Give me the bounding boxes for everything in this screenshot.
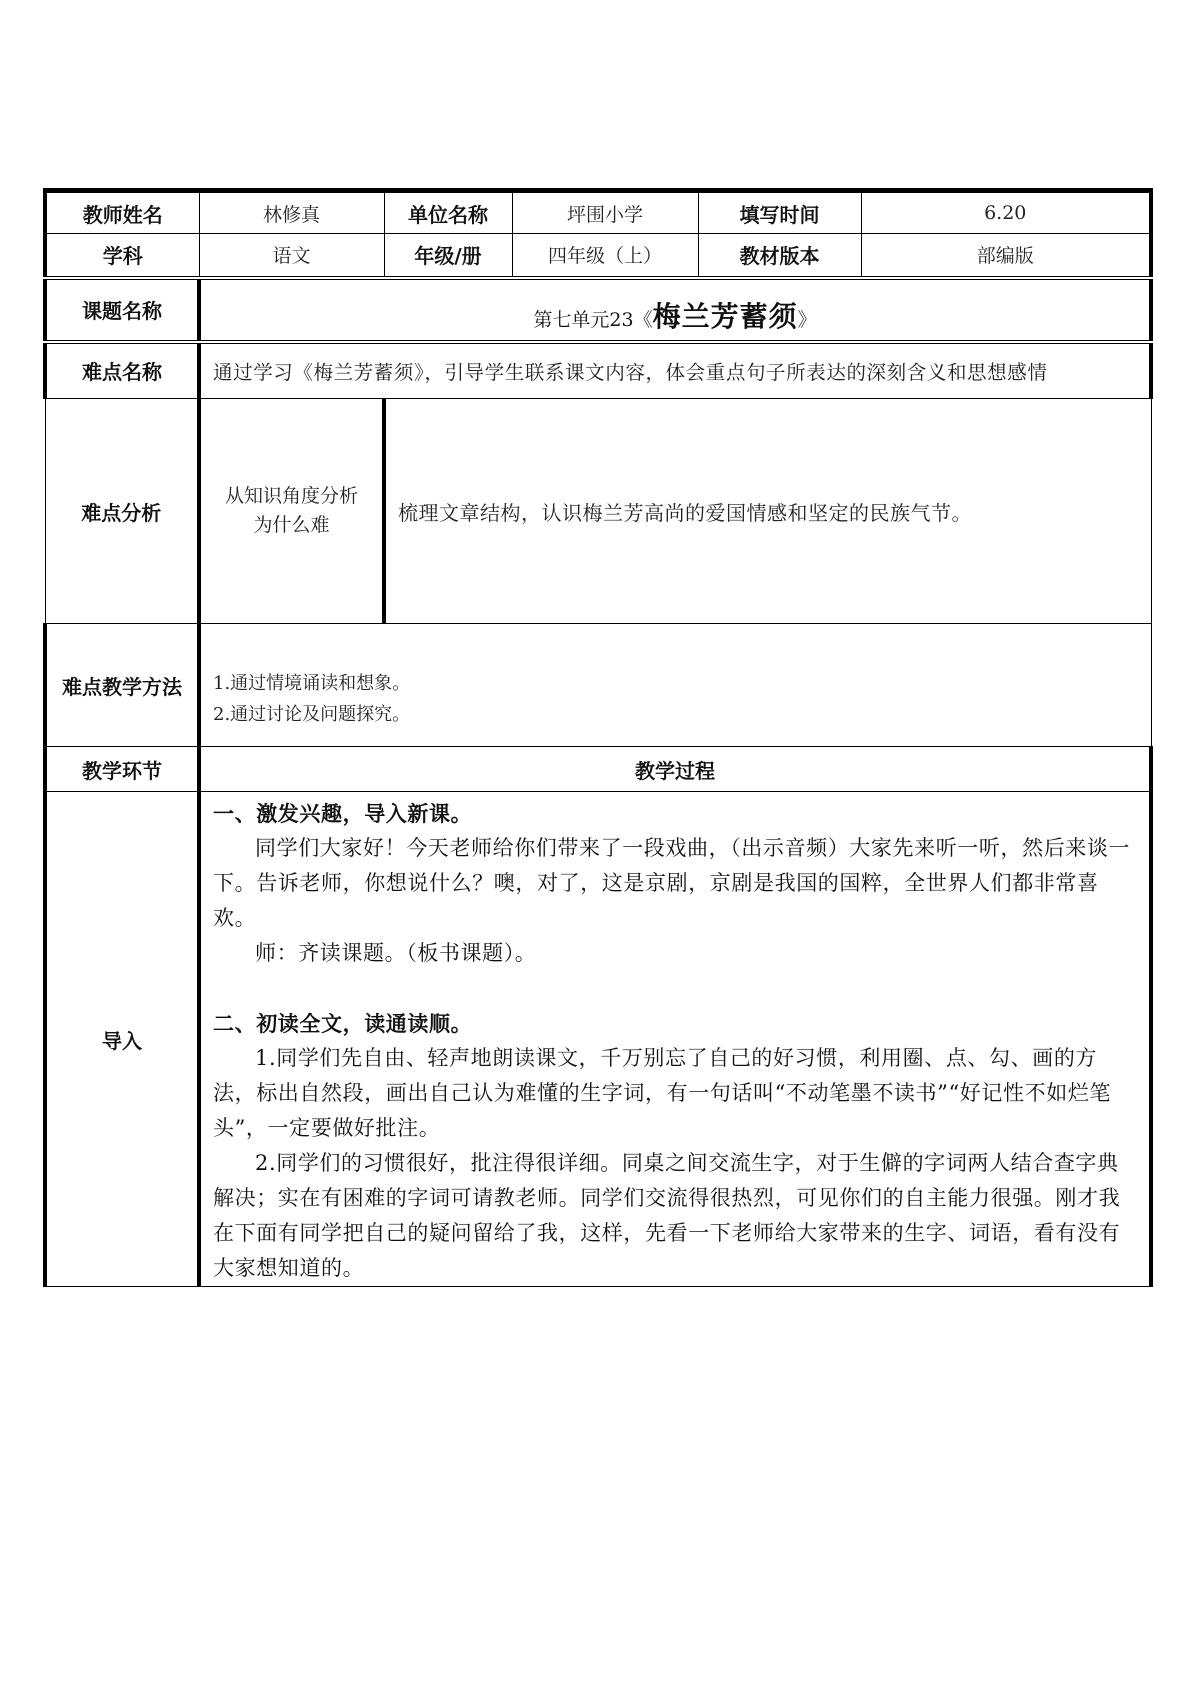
date-value: 6.20 [861, 191, 1151, 234]
difficulty-name-label: 难点名称 [45, 342, 199, 399]
analysis-sub-line-2: 为什么难 [253, 514, 330, 536]
topic-prefix: 第七单元23《 [533, 308, 653, 331]
edition-value: 部编版 [861, 234, 1151, 278]
difficulty-analysis-subheading [199, 399, 384, 624]
process-header: 教学过程 [199, 747, 1151, 792]
stage-header: 教学环节 [45, 747, 199, 792]
teaching-method-label: 难点教学方法 [45, 624, 199, 747]
stage-intro-label: 导入 [45, 792, 199, 1287]
teacher-value: 林修真 [199, 191, 384, 234]
section-1-heading: 一、激发兴趣，导入新课。 [213, 801, 473, 826]
difficulty-analysis-row [45, 399, 1151, 624]
intro-process-content [199, 792, 1151, 1287]
difficulty-name-row [45, 342, 1151, 399]
lesson-plan-table [43, 188, 1153, 1287]
section-2-paragraph-1: 1.同学们先自由、轻声地朗读课文，千万别忘了自己的好习惯，利用圈、点、勾、画的方法，标出自然段，画出自己认为难懂的生字词，有一句话叫“不动笔墨不读书”“好记性不如烂笔头”，一定要做好批注。 [213, 1046, 1112, 1140]
unit-label: 单位名称 [384, 191, 512, 234]
topic-row [45, 278, 1151, 342]
topic-suffix: 》 [797, 308, 817, 331]
difficulty-analysis-label: 难点分析 [45, 399, 199, 624]
difficulty-name-value: 通过学习《梅兰芳蓄须》，引导学生联系课文内容，体会重点句子所表达的深刻含义和思想感情 [199, 342, 1151, 399]
grade-label: 年级/册 [384, 234, 512, 278]
date-label: 填写时间 [698, 191, 861, 234]
section-1-paragraph-1: 同学们大家好！今天老师给你们带来了一段戏曲，（出示音频）大家先来听一听，然后来谈一下。告诉老师，你想说什么？噢，对了，这是京剧，京剧是我国的国粹，全世界人们都非常喜欢。 [213, 836, 1131, 930]
subject-value: 语文 [199, 234, 384, 278]
topic-label: 课题名称 [45, 278, 199, 342]
section-2-paragraph-2: 2.同学们的习惯很好，批注得很详细。同桌之间交流生字，对于生僻的字词两人结合查字典解决；实在有困难的字词可请教老师。同学们交流得很热烈，可见你们的自主能力很强。刚才我在下面有同学把自己的疑问留给了我，这样，先看一下老师给大家带来的生字、词语，看有没有大家想知道的。 [213, 1151, 1121, 1280]
intro-stage-row [45, 792, 1151, 1287]
method-item: 2.通过讨论及问题探究。 [213, 704, 411, 725]
analysis-sub-line-1: 从知识角度分析 [224, 485, 358, 507]
spacer [213, 971, 1139, 1006]
section-1-paragraph-2: 师：齐读课题。（板书课题）。 [255, 941, 537, 965]
process-header-row [45, 747, 1151, 792]
topic-value [199, 278, 1151, 342]
subject-label: 学科 [45, 234, 199, 278]
header-row-2 [45, 234, 1151, 278]
topic-title: 梅兰芳蓄须 [652, 299, 798, 333]
grade-value: 四年级（上） [512, 234, 698, 278]
method-item: 1.通过情境诵读和想象。 [213, 673, 411, 694]
header-row-1 [45, 191, 1151, 234]
unit-value: 坪围小学 [512, 191, 698, 234]
teaching-method-list [199, 624, 1151, 747]
section-2-heading: 二、初读全文，读通读顺。 [213, 1011, 473, 1036]
difficulty-analysis-value: 梳理文章结构，认识梅兰芳高尚的爱国情感和坚定的民族气节。 [384, 399, 1151, 624]
teaching-method-row [45, 624, 1151, 747]
edition-label: 教材版本 [698, 234, 861, 278]
teacher-label: 教师姓名 [45, 191, 199, 234]
